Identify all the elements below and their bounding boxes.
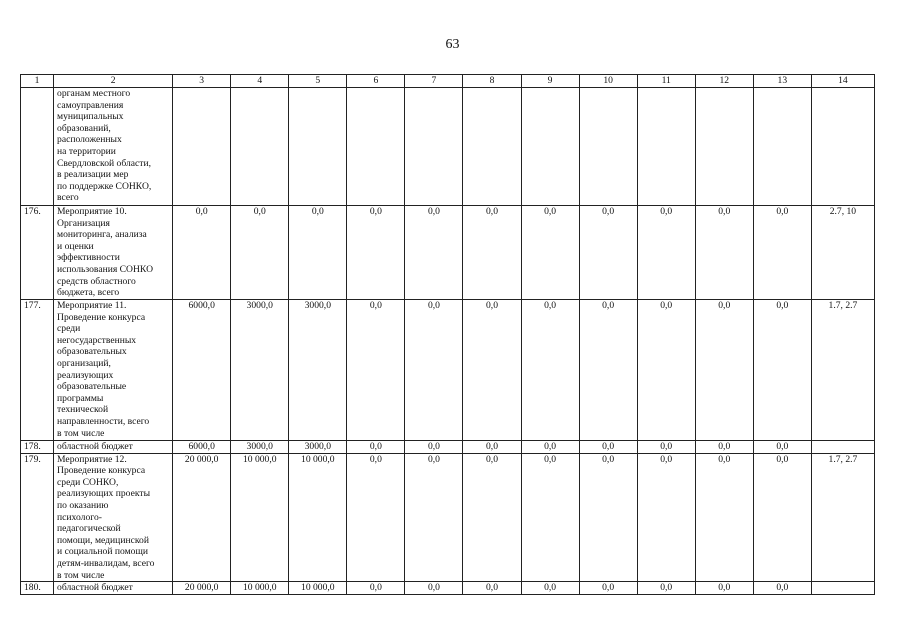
value-cell <box>173 88 231 206</box>
table-row <box>21 441 875 454</box>
header-cell: 13 <box>753 75 811 88</box>
value-cell: 0,0 <box>579 441 637 454</box>
value-cell: 20 000,0 <box>173 582 231 595</box>
value-cell: 3000,0 <box>289 441 347 454</box>
row-number: 179. <box>21 453 54 582</box>
value-cell: 6000,0 <box>173 300 231 441</box>
header-cell: 5 <box>289 75 347 88</box>
value-cell: 0,0 <box>289 206 347 300</box>
value-cell <box>753 88 811 206</box>
header-cell: 10 <box>579 75 637 88</box>
value-cell: 0,0 <box>637 300 695 441</box>
table-body <box>21 75 875 595</box>
header-cell: 7 <box>405 75 463 88</box>
row-number: 176. <box>21 206 54 300</box>
value-cell: 0,0 <box>521 582 579 595</box>
value-cell: 20 000,0 <box>173 453 231 582</box>
budget-table <box>20 74 875 595</box>
header-cell: 2 <box>54 75 173 88</box>
value-cell: 3000,0 <box>289 300 347 441</box>
value-cell <box>579 88 637 206</box>
row-number: 180. <box>21 582 54 595</box>
value-cell: 0,0 <box>347 453 405 582</box>
value-cell: 0,0 <box>463 582 521 595</box>
value-cell: 0,0 <box>405 453 463 582</box>
value-cell: 0,0 <box>637 206 695 300</box>
value-cell <box>405 88 463 206</box>
value-cell: 0,0 <box>753 206 811 300</box>
value-cell: 3000,0 <box>231 441 289 454</box>
row-name: Мероприятие 10. Организация мониторинга, анализа и оценки эффективности использования СОНКО средств областного бюджета, всего <box>54 206 173 300</box>
table-row <box>21 300 875 441</box>
row-number: 177. <box>21 300 54 441</box>
target-reference: 1.7, 2.7 <box>811 453 874 582</box>
value-cell: 0,0 <box>405 582 463 595</box>
value-cell <box>347 88 405 206</box>
value-cell: 0,0 <box>405 441 463 454</box>
value-cell: 0,0 <box>637 441 695 454</box>
value-cell: 0,0 <box>579 453 637 582</box>
table-row <box>21 206 875 300</box>
value-cell: 0,0 <box>347 300 405 441</box>
value-cell: 10 000,0 <box>289 453 347 582</box>
row-name: Мероприятие 11. Проведение конкурса среди негосударственных образовательных организаций, реализующих образовательные программы технической направленности, всего в том числе <box>54 300 173 441</box>
value-cell: 0,0 <box>521 206 579 300</box>
value-cell: 10 000,0 <box>231 453 289 582</box>
value-cell: 0,0 <box>753 441 811 454</box>
value-cell: 0,0 <box>637 453 695 582</box>
value-cell <box>463 88 521 206</box>
value-cell: 0,0 <box>463 300 521 441</box>
header-cell: 4 <box>231 75 289 88</box>
value-cell: 0,0 <box>405 300 463 441</box>
value-cell <box>521 88 579 206</box>
value-cell: 0,0 <box>753 453 811 582</box>
value-cell: 0,0 <box>753 300 811 441</box>
table-row <box>21 88 875 206</box>
value-cell: 0,0 <box>463 441 521 454</box>
value-cell: 0,0 <box>695 441 753 454</box>
value-cell <box>289 88 347 206</box>
value-cell: 0,0 <box>231 206 289 300</box>
header-cell: 9 <box>521 75 579 88</box>
value-cell: 0,0 <box>463 453 521 582</box>
row-name: областной бюджет <box>54 441 173 454</box>
value-cell: 0,0 <box>347 582 405 595</box>
target-reference: 2.7, 10 <box>811 206 874 300</box>
header-cell: 1 <box>21 75 54 88</box>
row-name: областной бюджет <box>54 582 173 595</box>
target-reference: 1.7, 2.7 <box>811 300 874 441</box>
table-row <box>21 453 875 582</box>
header-cell: 11 <box>637 75 695 88</box>
value-cell: 0,0 <box>695 300 753 441</box>
row-name: органам местного самоуправления муниципальных образований, расположенных на территории Свердловской области, в реализации мер по поддержке СОНКО, всего <box>54 88 173 206</box>
value-cell: 10 000,0 <box>289 582 347 595</box>
value-cell: 0,0 <box>753 582 811 595</box>
value-cell: 0,0 <box>521 441 579 454</box>
value-cell: 0,0 <box>463 206 521 300</box>
header-cell: 8 <box>463 75 521 88</box>
row-name: Мероприятие 12. Проведение конкурса среди СОНКО, реализующих проекты по оказанию психолого- педагогической помощи, медицинской и социальной помощи детям-инвалидам, всего в том числе <box>54 453 173 582</box>
value-cell: 0,0 <box>521 453 579 582</box>
value-cell: 0,0 <box>347 206 405 300</box>
value-cell <box>637 88 695 206</box>
row-number <box>21 88 54 206</box>
value-cell: 10 000,0 <box>231 582 289 595</box>
target-reference <box>811 441 874 454</box>
value-cell: 0,0 <box>695 206 753 300</box>
value-cell: 0,0 <box>695 453 753 582</box>
value-cell: 0,0 <box>579 206 637 300</box>
header-cell: 3 <box>173 75 231 88</box>
value-cell: 3000,0 <box>231 300 289 441</box>
header-cell: 6 <box>347 75 405 88</box>
row-number: 178. <box>21 441 54 454</box>
header-cell: 14 <box>811 75 874 88</box>
value-cell: 0,0 <box>521 300 579 441</box>
value-cell <box>695 88 753 206</box>
value-cell <box>231 88 289 206</box>
value-cell: 0,0 <box>695 582 753 595</box>
value-cell: 0,0 <box>637 582 695 595</box>
header-row <box>21 75 875 88</box>
value-cell: 0,0 <box>579 300 637 441</box>
value-cell: 0,0 <box>347 441 405 454</box>
header-cell: 12 <box>695 75 753 88</box>
value-cell: 6000,0 <box>173 441 231 454</box>
value-cell: 0,0 <box>405 206 463 300</box>
value-cell: 0,0 <box>173 206 231 300</box>
table-row <box>21 582 875 595</box>
page-number: 63 <box>445 37 460 52</box>
value-cell: 0,0 <box>579 582 637 595</box>
target-reference <box>811 582 874 595</box>
target-reference <box>811 88 874 206</box>
